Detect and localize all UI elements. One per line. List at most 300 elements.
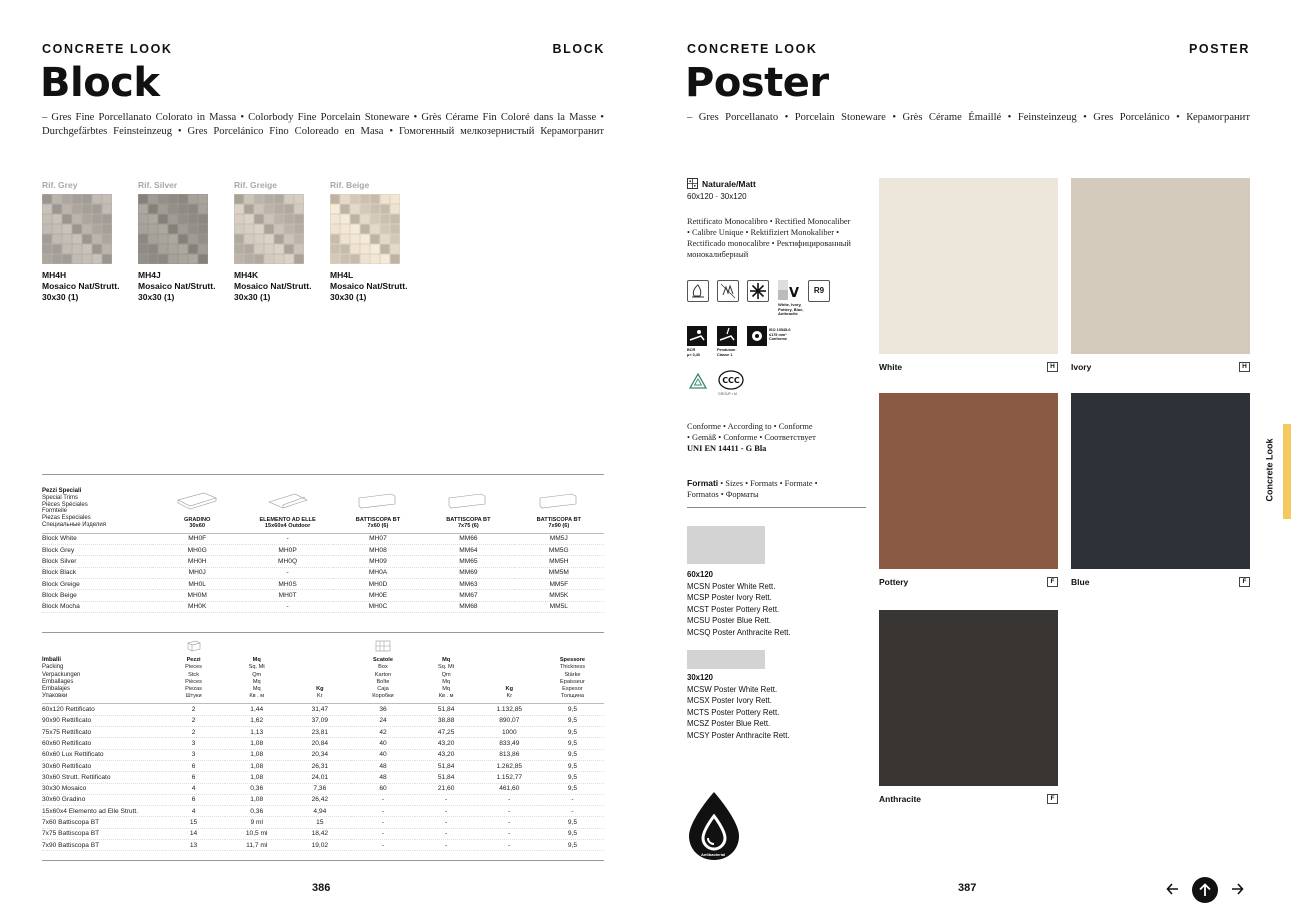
packing-column-header bbox=[351, 640, 414, 704]
trim-size: 7x75 (6) bbox=[457, 522, 479, 529]
trim-column-header bbox=[514, 488, 604, 533]
table-cell: MM67 bbox=[423, 590, 513, 601]
header-line: Special Trims bbox=[42, 494, 79, 501]
product-name: Blue bbox=[1071, 577, 1090, 587]
table-cell: - bbox=[242, 533, 332, 544]
header-line: Formteile bbox=[42, 508, 68, 515]
swatch-code-id: MH4H bbox=[42, 270, 67, 280]
pieces-icon bbox=[162, 640, 225, 654]
slip-r9-icon: R9 bbox=[808, 280, 830, 302]
table-cell: MH0G bbox=[152, 545, 242, 556]
row-label: Block Greige bbox=[42, 578, 152, 589]
row-label: 7x90 Battiscopa BT bbox=[42, 839, 162, 850]
header-line: Kr bbox=[506, 693, 513, 700]
table-cell: 2 bbox=[162, 727, 225, 738]
table-cell: MH0E bbox=[333, 590, 423, 601]
pendulum-label bbox=[717, 348, 735, 357]
table-cell: 9,5 bbox=[541, 839, 604, 850]
table-cell: 1,13 bbox=[225, 727, 288, 738]
table-cell: 13 bbox=[162, 839, 225, 850]
table-cell: 9,5 bbox=[541, 828, 604, 839]
trim-shape-icon bbox=[333, 492, 423, 512]
product-name: Anthracite bbox=[879, 794, 922, 804]
table-row bbox=[42, 772, 604, 783]
left-kicker: CONCRETE LOOK bbox=[42, 42, 173, 56]
rectified-line: Rectificado monocalibre • Ректифицированный bbox=[687, 239, 851, 248]
header-line: Mq bbox=[252, 686, 261, 693]
swatch-code bbox=[330, 270, 420, 303]
left-section: BLOCK bbox=[552, 42, 605, 56]
table-cell: 43,20 bbox=[415, 749, 478, 760]
table-cell: - bbox=[415, 828, 478, 839]
shade-variation-label bbox=[778, 303, 818, 317]
table-cell: 9,5 bbox=[541, 738, 604, 749]
swatch-name: Mosaico Nat/Strutt. bbox=[330, 281, 408, 291]
trim-name: BATTISCOPA BT bbox=[355, 516, 401, 523]
table-cell: - bbox=[478, 828, 541, 839]
format-item: MCST Poster Pottery Rett. bbox=[687, 604, 780, 614]
table-row bbox=[42, 817, 604, 828]
row-label: 7x75 Battiscopa BT bbox=[42, 828, 162, 839]
table-cell: 40 bbox=[351, 738, 414, 749]
table-cell: MM5H bbox=[514, 556, 604, 567]
table-cell: 1.152,77 bbox=[478, 772, 541, 783]
table-cell: MH0C bbox=[333, 601, 423, 612]
product-name: Ivory bbox=[1071, 362, 1092, 372]
packing-column-header bbox=[415, 640, 478, 704]
header-line: Толщина bbox=[560, 693, 584, 700]
table-cell: MH09 bbox=[333, 556, 423, 567]
product-badge: F bbox=[1047, 794, 1058, 804]
table-row bbox=[42, 601, 604, 612]
mosaic-swatch bbox=[42, 180, 132, 303]
iso-line: Conforme bbox=[769, 337, 787, 341]
table-cell: 15 bbox=[162, 817, 225, 828]
table-cell: 0,36 bbox=[225, 806, 288, 817]
trim-name: GRADINO bbox=[183, 516, 211, 523]
header-line: Piezas Especiales bbox=[42, 515, 91, 522]
table-cell: - bbox=[242, 567, 332, 578]
table-cell: MH0K bbox=[152, 601, 242, 612]
header-line: Caja bbox=[377, 686, 389, 693]
table-cell: 1,08 bbox=[225, 772, 288, 783]
finish-label: Naturale/Matt bbox=[702, 178, 756, 189]
divider bbox=[42, 632, 604, 633]
trim-column-header bbox=[152, 488, 242, 533]
header-line: Mq bbox=[442, 657, 451, 664]
table-cell: - bbox=[541, 794, 604, 805]
table-header-label bbox=[42, 640, 162, 704]
table-cell: MM64 bbox=[423, 545, 513, 556]
swatch-name: Mosaico Nat/Strutt. bbox=[138, 281, 216, 291]
table-cell: MH0T bbox=[242, 590, 332, 601]
row-label: Block Silver bbox=[42, 556, 152, 567]
table-cell: MH0J bbox=[152, 567, 242, 578]
table-cell: 9,5 bbox=[541, 760, 604, 771]
shade-label-line: Anthracite bbox=[778, 311, 798, 317]
table-cell: 51,84 bbox=[415, 760, 478, 771]
header-line: Специальные Изделия bbox=[42, 521, 106, 528]
swatch-ref: Rif. Beige bbox=[330, 180, 370, 190]
header-line: Thickness bbox=[559, 664, 586, 671]
divider bbox=[42, 860, 604, 861]
format-swatch bbox=[687, 650, 765, 669]
table-row bbox=[42, 715, 604, 726]
rectified-line: монокалиберный bbox=[687, 250, 749, 259]
header-line: Kg bbox=[505, 686, 513, 693]
mosaic-tile-image bbox=[42, 194, 112, 264]
header-line: Qm bbox=[441, 671, 451, 678]
arrow-up-icon bbox=[1192, 877, 1218, 903]
divider bbox=[687, 507, 866, 508]
table-cell: - bbox=[351, 828, 414, 839]
row-label: Block Black bbox=[42, 567, 152, 578]
format-size: 30x120 bbox=[687, 673, 714, 682]
trim-size: 7x90 (6) bbox=[548, 522, 570, 529]
table-cell: MH08 bbox=[333, 545, 423, 556]
table-cell: 3 bbox=[162, 749, 225, 760]
table-cell: 1,62 bbox=[225, 715, 288, 726]
table-row bbox=[42, 749, 604, 760]
swatch-code bbox=[234, 270, 324, 303]
product-image bbox=[879, 178, 1058, 354]
table-cell: 43,20 bbox=[415, 738, 478, 749]
header-line: Mq bbox=[442, 686, 451, 693]
table-row bbox=[42, 590, 604, 601]
table-cell: - bbox=[478, 839, 541, 850]
packing-column-header bbox=[288, 640, 351, 704]
hand-cleaning-icon bbox=[717, 280, 739, 302]
trim-column-header bbox=[333, 488, 423, 533]
row-label: Block Mocha bbox=[42, 601, 152, 612]
table-cell: 51,84 bbox=[415, 704, 478, 715]
table-cell: 11,7 ml bbox=[225, 839, 288, 850]
table-row bbox=[42, 760, 604, 771]
header-line: Кв . м bbox=[438, 693, 454, 700]
mosaic-swatch bbox=[330, 180, 420, 303]
swatch-ref: Rif. Greige bbox=[234, 180, 277, 190]
table-cell: MH0H bbox=[152, 556, 242, 567]
table-cell: - bbox=[415, 839, 478, 850]
swatch-size: 30x30 (1) bbox=[234, 292, 271, 302]
table-cell: 1,08 bbox=[225, 794, 288, 805]
table-cell: 833,49 bbox=[478, 738, 541, 749]
table-cell: MH0S bbox=[242, 578, 332, 589]
iso-line: ISO 10545-6 bbox=[769, 328, 791, 332]
header-line: Karton bbox=[374, 671, 392, 678]
table-cell: - bbox=[478, 794, 541, 805]
header-line: Stärke bbox=[564, 671, 581, 678]
table-cell: 9,5 bbox=[541, 704, 604, 715]
table-cell: 6 bbox=[162, 760, 225, 771]
scroll-top-button[interactable] bbox=[1192, 877, 1218, 903]
format-item: MCSP Poster Ivory Rett. bbox=[687, 593, 772, 602]
page-number-right: 387 bbox=[958, 882, 977, 894]
row-label: 30x60 Gradino bbox=[42, 794, 162, 805]
table-cell: MM68 bbox=[423, 601, 513, 612]
table-cell: 14 bbox=[162, 828, 225, 839]
header-line: Pezzi bbox=[186, 657, 201, 664]
mosaic-tile-image bbox=[330, 194, 400, 264]
header-line: Sq. Mt bbox=[438, 664, 455, 671]
row-label: 7x60 Battiscopa BT bbox=[42, 817, 162, 828]
product-tile[interactable] bbox=[879, 393, 1058, 587]
iso-line: ≤175 mm³ bbox=[769, 332, 787, 337]
table-cell: MM63 bbox=[423, 578, 513, 589]
trim-shape-icon bbox=[242, 492, 332, 512]
formati-heading bbox=[687, 478, 867, 500]
product-badge: H bbox=[1047, 362, 1058, 372]
right-description: – Gres Porcellanato • Porcelain Stoneware • Grès Cérame Émaillé • Feinsteinzeug • Gres Porcelánico • Керамогранит bbox=[687, 112, 1250, 123]
shade-variation-icon bbox=[778, 280, 802, 304]
conformity-text bbox=[687, 421, 867, 454]
stain-resistance-icon bbox=[687, 280, 709, 302]
header-line: Mq bbox=[252, 657, 261, 664]
swatch-code-id: MH4K bbox=[234, 270, 259, 280]
table-cell: - bbox=[541, 806, 604, 817]
header-line: Packing bbox=[42, 664, 64, 671]
table-header-label bbox=[42, 488, 152, 533]
table-cell: MH0D bbox=[333, 578, 423, 589]
table-row bbox=[42, 794, 604, 805]
trim-size: 15x60x4 Outdoor bbox=[264, 522, 311, 529]
table-row bbox=[42, 727, 604, 738]
recycle-icon bbox=[687, 371, 709, 393]
pendulum-line: Pendulum bbox=[717, 348, 736, 352]
header-line: Pièces Spéciales bbox=[42, 501, 88, 508]
table-cell: MM5G bbox=[514, 545, 604, 556]
page-number-left: 386 bbox=[312, 882, 331, 894]
table-cell: 9,5 bbox=[541, 749, 604, 760]
product-image bbox=[1071, 393, 1250, 569]
format-item: MCSX Poster Ivory Rett. bbox=[687, 696, 772, 705]
table-cell: 37,09 bbox=[288, 715, 351, 726]
header-line: Embalajes bbox=[42, 686, 71, 693]
finish-sizes: 60x120 · 30x120 bbox=[687, 192, 747, 201]
format-item: MCTS Poster Pottery Rett. bbox=[687, 707, 780, 717]
product-tile[interactable] bbox=[879, 610, 1058, 804]
table-cell: 1.132,85 bbox=[478, 704, 541, 715]
product-name: Pottery bbox=[879, 577, 909, 587]
format-item: MCSY Poster Anthracite Rett. bbox=[687, 730, 790, 740]
table-cell: 1,08 bbox=[225, 760, 288, 771]
naturale-matt-icon bbox=[687, 178, 698, 189]
trim-shape-icon bbox=[423, 492, 513, 512]
pendulum-icon bbox=[717, 326, 737, 346]
side-tab-label: Concrete Look bbox=[1264, 438, 1275, 502]
table-cell: 21,60 bbox=[415, 783, 478, 794]
swatch-ref: Rif. Grey bbox=[42, 180, 78, 190]
table-cell: 3 bbox=[162, 738, 225, 749]
format-item: MCSZ Poster Blue Rett. bbox=[687, 719, 771, 728]
antibacterial-label: Antibacterial bbox=[701, 852, 726, 857]
product-tile[interactable] bbox=[879, 178, 1058, 372]
header-line: Imballi bbox=[42, 657, 62, 664]
mosaic-swatch bbox=[234, 180, 324, 303]
table-cell: 18,42 bbox=[288, 828, 351, 839]
table-cell: - bbox=[242, 601, 332, 612]
table-cell: 461,60 bbox=[478, 783, 541, 794]
table-row bbox=[42, 828, 604, 839]
desc-line-1: – Gres Fine Porcellanato Colorato in Massa • Colorbody Fine Porcelain Stoneware • Grès Cérame Fin Coloré dans la Masse • bbox=[42, 112, 604, 123]
svg-text:CCC: CCC bbox=[722, 376, 740, 385]
row-label: 60x120 Rettificato bbox=[42, 704, 162, 715]
trim-column-header bbox=[423, 488, 513, 533]
side-tab[interactable] bbox=[1283, 424, 1291, 519]
format-item: MCSW Poster White Rett. bbox=[687, 684, 778, 694]
product-image bbox=[1071, 178, 1250, 354]
header-line: Упаковки bbox=[42, 693, 68, 700]
finish-spec bbox=[687, 178, 867, 201]
table-cell: 1000 bbox=[478, 727, 541, 738]
product-image bbox=[879, 610, 1058, 786]
product-tile[interactable] bbox=[1071, 178, 1250, 372]
format-item: MCSN Poster White Rett. bbox=[687, 581, 776, 591]
header-line: Коробки bbox=[372, 693, 394, 700]
table-cell: 890,07 bbox=[478, 715, 541, 726]
row-label: Block Grey bbox=[42, 545, 152, 556]
packing-column-header bbox=[541, 640, 604, 704]
table-cell: 2 bbox=[162, 715, 225, 726]
table-cell: 47,25 bbox=[415, 727, 478, 738]
table-cell: MM65 bbox=[423, 556, 513, 567]
divider bbox=[42, 474, 604, 475]
packing-table bbox=[42, 640, 604, 851]
right-title: Poster bbox=[685, 60, 829, 106]
table-row bbox=[42, 783, 604, 794]
table-cell: 36 bbox=[351, 704, 414, 715]
mosaic-tile-image bbox=[138, 194, 208, 264]
row-label: Block White bbox=[42, 533, 152, 544]
table-cell: - bbox=[415, 806, 478, 817]
rectified-text bbox=[687, 216, 867, 260]
table-row bbox=[42, 704, 604, 715]
table-cell: 4 bbox=[162, 806, 225, 817]
abrasion-icon bbox=[747, 326, 767, 346]
table-cell: MH07 bbox=[333, 533, 423, 544]
trim-size: 30x60 bbox=[189, 522, 205, 529]
desc-line-2: Durchgefärbtes Feinsteinzeug • Gres Porcelánico Fino Coloreado en Masa • Гомогенный мелкозернистый Керамогранит bbox=[42, 126, 604, 137]
table-cell: MH0L bbox=[152, 578, 242, 589]
swatch-size: 30x30 (1) bbox=[42, 292, 79, 302]
next-page-button[interactable] bbox=[1229, 881, 1245, 902]
table-cell: 6 bbox=[162, 772, 225, 783]
table-cell: 813,86 bbox=[478, 749, 541, 760]
packing-column-header bbox=[478, 640, 541, 704]
header-line: Espesor bbox=[562, 686, 583, 693]
table-cell: 20,84 bbox=[288, 738, 351, 749]
table-cell: 9,5 bbox=[541, 783, 604, 794]
table-cell: - bbox=[351, 817, 414, 828]
shade-label-line: White, Ivory, bbox=[778, 302, 802, 307]
header-line: Emballages bbox=[42, 678, 74, 685]
table-cell: 26,42 bbox=[288, 794, 351, 805]
table-row bbox=[42, 556, 604, 567]
rectified-line: • Calibre Unique • Rektifiziert Monokaliber • bbox=[687, 228, 840, 237]
table-cell: 1,08 bbox=[225, 738, 288, 749]
swatch-code bbox=[138, 270, 228, 303]
table-cell: 1.262,85 bbox=[478, 760, 541, 771]
right-section: POSTER bbox=[1189, 42, 1250, 56]
header-line: Qm bbox=[252, 671, 262, 678]
pendulum-line: Classe 1 bbox=[717, 352, 733, 357]
table-cell: - bbox=[351, 839, 414, 850]
rectified-line: Rettificato Monocalibro • Rectified Monocaliber bbox=[687, 217, 851, 226]
conforme-line: • Gemäß • Conforme • Соответствует bbox=[687, 433, 816, 442]
product-tile[interactable] bbox=[1071, 393, 1250, 587]
packing-column-header bbox=[162, 640, 225, 704]
shade-variation-value: V bbox=[789, 286, 800, 301]
shade-label-line: Pottery, Blue, bbox=[778, 306, 804, 312]
row-label: 60x60 Lux Rettificato bbox=[42, 749, 162, 760]
swatch-code-id: MH4J bbox=[138, 270, 161, 280]
table-cell: MM69 bbox=[423, 567, 513, 578]
table-cell: 4 bbox=[162, 783, 225, 794]
table-row bbox=[42, 545, 604, 556]
product-badge: F bbox=[1047, 577, 1058, 587]
table-cell: 10,5 ml bbox=[225, 828, 288, 839]
table-cell: 9,5 bbox=[541, 817, 604, 828]
format-swatch bbox=[687, 526, 765, 564]
header-line: Piezas bbox=[185, 686, 202, 693]
row-label: 90x90 Rettificato bbox=[42, 715, 162, 726]
table-cell: 0,36 bbox=[225, 783, 288, 794]
antibacterial-badge bbox=[685, 790, 743, 862]
format-size: 60x120 bbox=[687, 570, 714, 579]
swatch-name: Mosaico Nat/Strutt. bbox=[42, 281, 120, 291]
row-label: 30x30 Mosaico bbox=[42, 783, 162, 794]
formati-subtitle: • Sizes • Formats • Formate • bbox=[720, 479, 818, 488]
table-cell: MH0M bbox=[152, 590, 242, 601]
table-cell: MM5J bbox=[514, 533, 604, 544]
table-cell: 1,08 bbox=[225, 749, 288, 760]
product-name: White bbox=[879, 362, 903, 372]
swatch-code-id: MH4L bbox=[330, 270, 354, 280]
header-line: Boîte bbox=[376, 678, 390, 685]
table-cell: MM5M bbox=[514, 567, 604, 578]
row-label: 15x60x4 Elemento ad Elle Strutt. bbox=[42, 806, 162, 817]
format-60x120 bbox=[687, 526, 791, 638]
trim-name: BATTISCOPA BT bbox=[446, 516, 491, 523]
header-line: Verpackungen bbox=[42, 671, 81, 678]
table-row bbox=[42, 533, 604, 544]
table-cell: 26,31 bbox=[288, 760, 351, 771]
table-cell: MH0P bbox=[242, 545, 332, 556]
table-cell: MM5L bbox=[514, 601, 604, 612]
right-kicker: CONCRETE LOOK bbox=[687, 42, 818, 56]
bcr-label bbox=[687, 348, 700, 357]
table-cell: MM5F bbox=[514, 578, 604, 589]
bcr-line: μ> 0,40 bbox=[687, 352, 700, 357]
table-cell: 48 bbox=[351, 772, 414, 783]
header-line: Kr bbox=[317, 693, 323, 700]
table-cell: 9,5 bbox=[541, 715, 604, 726]
left-title: Block bbox=[40, 60, 160, 106]
formati-title: Formati bbox=[687, 478, 719, 488]
table-cell: 24 bbox=[351, 715, 414, 726]
table-cell: MM5K bbox=[514, 590, 604, 601]
table-cell: 1,44 bbox=[225, 704, 288, 715]
mosaic-tile-image bbox=[234, 194, 304, 264]
table-cell: 9 ml bbox=[225, 817, 288, 828]
product-image bbox=[879, 393, 1058, 569]
arrow-left-icon bbox=[1165, 881, 1181, 897]
prev-page-button[interactable] bbox=[1165, 881, 1181, 902]
table-cell: 9,5 bbox=[541, 727, 604, 738]
table-row bbox=[42, 738, 604, 749]
swatch-ref: Rif. Silver bbox=[138, 180, 178, 190]
swatch-size: 30x30 (1) bbox=[330, 292, 367, 302]
